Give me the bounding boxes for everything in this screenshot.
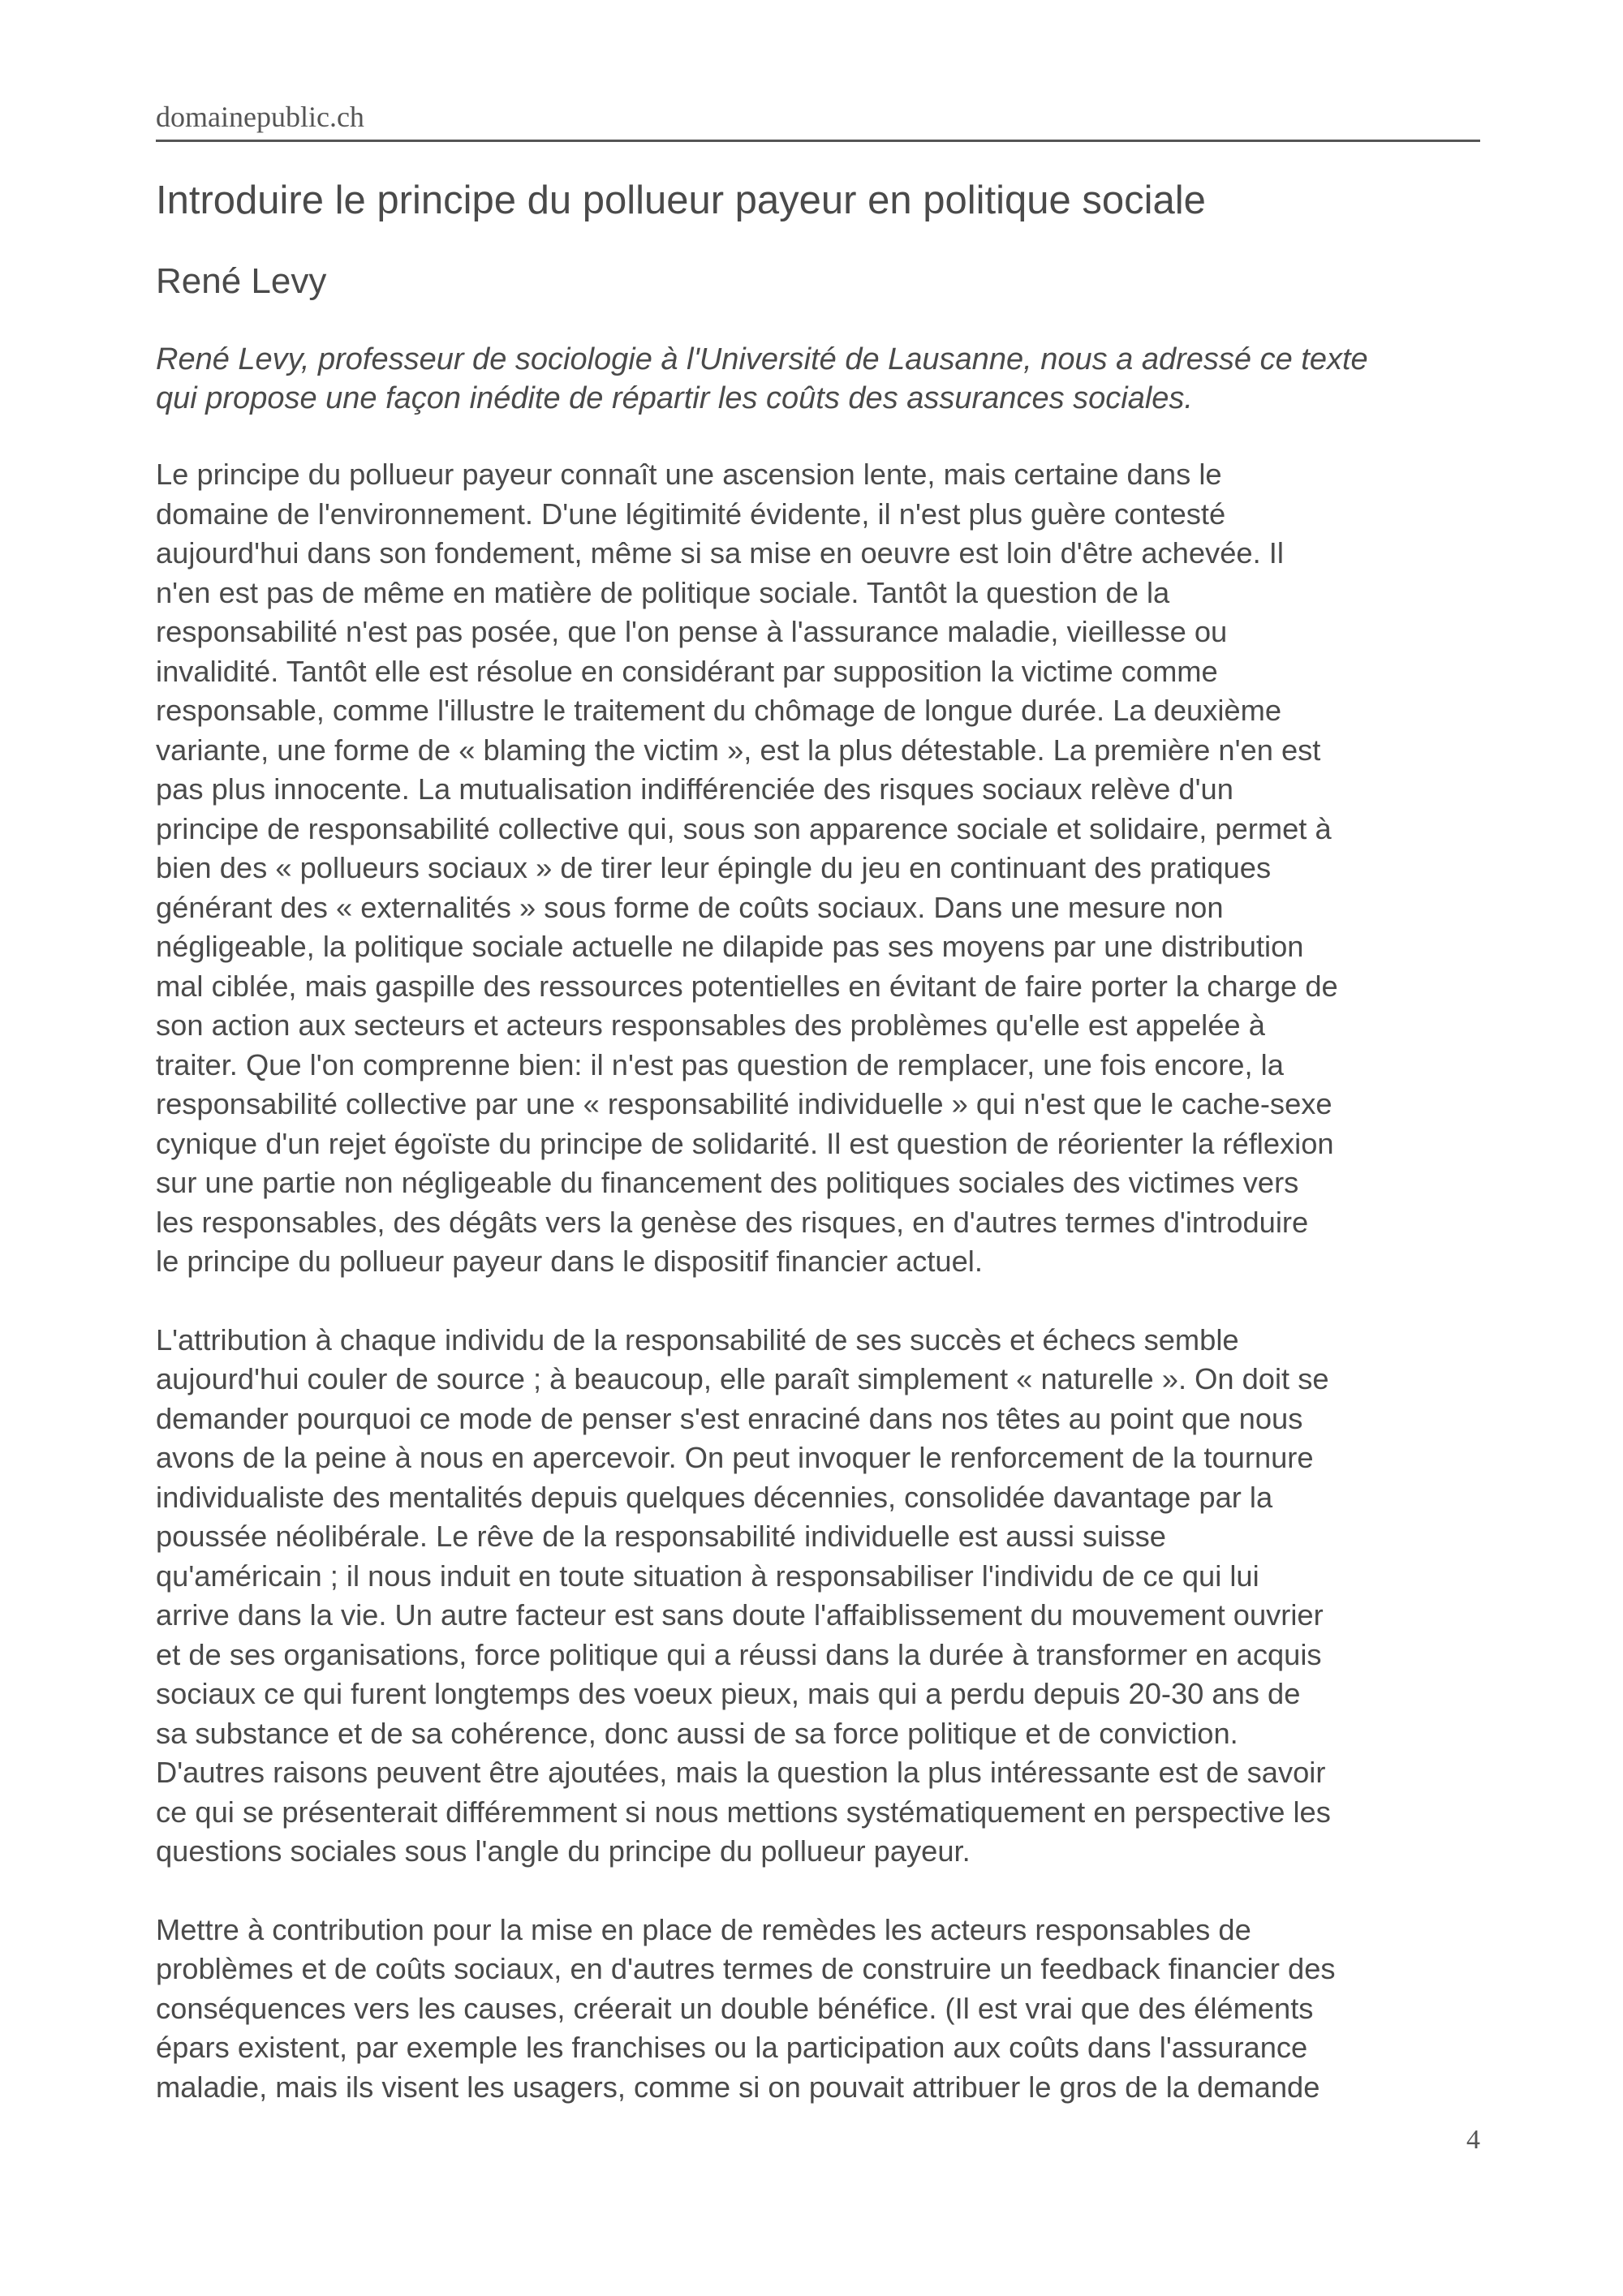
paragraph-line: responsabilité n'est pas posée, que l'on pense à l'assurance maladie, vieillesse ou — [156, 615, 1228, 648]
paragraph-line: principe de responsabilité collective qui, sous son apparence sociale et solidaire, permet à — [156, 811, 1332, 845]
page-number: 4 — [1466, 2125, 1480, 2155]
paragraph-line: traiter. Que l'on comprenne bien: il n'est pas question de remplacer, une fois encore, la — [156, 1047, 1284, 1081]
paragraph-line: aujourd'hui dans son fondement, même si sa mise en oeuvre est loin d'être achevée. Il — [156, 536, 1284, 570]
paragraph-line: conséquences vers les causes, créerait un double bénéfice. (Il est vrai que des éléments — [156, 1991, 1314, 2025]
paragraph-line: aujourd'hui couler de source ; à beaucoup, elle paraît simplement « naturelle ». On doit se — [156, 1362, 1329, 1395]
paragraph-line: Le principe du pollueur payeur connaît une ascension lente, mais certaine dans le — [156, 458, 1222, 491]
article-intro — [156, 340, 1480, 418]
paragraph-line: générant des « externalités » sous forme de coûts sociaux. Dans une mesure non — [156, 890, 1224, 924]
paragraph-line: invalidité. Tantôt elle est résolue en considérant par supposition la victime comme — [156, 654, 1218, 688]
paragraph-line: négligeable, la politique sociale actuelle ne dilapide pas ses moyens par une distribution — [156, 930, 1304, 963]
paragraph-line: problèmes et de coûts sociaux, en d'autres termes de construire un feedback financier des — [156, 1952, 1336, 1985]
body-paragraph — [156, 1911, 1480, 2108]
paragraph-line: cynique d'un rejet égoïste du principe de solidarité. Il est question de réorienter la réflexion — [156, 1126, 1334, 1160]
body-paragraph — [156, 455, 1480, 1282]
paragraph-line: poussée néolibérale. Le rêve de la responsabilité individuelle est aussi suisse — [156, 1520, 1166, 1553]
paragraph-line: son action aux secteurs et acteurs responsables des problèmes qu'elle est appelée à — [156, 1008, 1265, 1042]
article-author: René Levy — [156, 261, 327, 301]
paragraph-line: Mettre à contribution pour la mise en place de remèdes les acteurs responsables de — [156, 1912, 1251, 1946]
paragraph-line: le principe du pollueur payeur dans le dispositif financier actuel. — [156, 1245, 983, 1278]
article-content — [156, 174, 1480, 2146]
paragraph-line: les responsables, des dégâts vers la genèse des risques, en d'autres termes d'introduire — [156, 1205, 1309, 1239]
paragraph-line: variante, une forme de « blaming the victim », est la plus détestable. La première n'en est — [156, 733, 1321, 767]
paragraph-line: questions sociales sous l'angle du principe du pollueur payeur. — [156, 1834, 971, 1868]
paragraph-line: qu'américain ; il nous induit en toute situation à responsabiliser l'individu de ce qui lui — [156, 1559, 1259, 1593]
paragraph-line: maladie, mais ils visent les usagers, comme si on pouvait attribuer le gros de la demande — [156, 2070, 1320, 2104]
body-paragraph — [156, 1321, 1480, 1872]
paragraph-line: D'autres raisons peuvent être ajoutées, mais la question la plus intéressante est de savoir — [156, 1756, 1326, 1789]
paragraph-line: épars existent, par exemple les franchises ou la participation aux coûts dans l'assurance — [156, 2031, 1308, 2064]
site-name: domainepublic.ch — [156, 101, 364, 133]
paragraph-line: L'attribution à chaque individu de la responsabilité de ses succès et échecs semble — [156, 1322, 1239, 1357]
paragraph-line: sa substance et de sa cohérence, donc aussi de sa force politique et de conviction. — [156, 1716, 1238, 1750]
intro-line: qui propose une façon inédite de répartir les coûts des assurances sociales. — [156, 381, 1193, 415]
paragraph-line: mal ciblée, mais gaspille des ressources potentielles en évitant de faire porter la charge de — [156, 969, 1338, 1003]
paragraph-line: sur une partie non négligeable du financement des politiques sociales des victimes vers — [156, 1166, 1299, 1199]
paragraph-line: pas plus innocente. La mutualisation indifférenciée des risques sociaux relève d'un — [156, 772, 1233, 806]
article-title: Introduire le principe du pollueur payeur en politique sociale — [156, 178, 1206, 222]
paragraph-line: et de ses organisations, force politique qui a réussi dans la durée à transformer en acquis — [156, 1637, 1322, 1671]
paragraph-line: arrive dans la vie. Un autre facteur est sans doute l'affaiblissement du mouvement ouvrier — [156, 1598, 1324, 1632]
paragraph-line: domaine de l'environnement. D'une légitimité évidente, il n'est plus guère contesté — [156, 497, 1226, 531]
paragraph-line: demander pourquoi ce mode de penser s'est enraciné dans nos têtes au point que nous — [156, 1401, 1303, 1435]
intro-line: René Levy, professeur de sociologie à l'Université de Lausanne, nous a adressé ce texte — [156, 342, 1368, 376]
paragraph-line: sociaux ce qui furent longtemps des voeux pieux, mais qui a perdu depuis 20-30 ans de — [156, 1677, 1301, 1710]
paragraph-line: individualiste des mentalités depuis quelques décennies, consolidée davantage par la — [156, 1480, 1273, 1514]
paragraph-line: responsabilité collective par une « responsabilité individuelle » qui n'est que le cache-sexe — [156, 1087, 1332, 1120]
paragraph-line: responsable, comme l'illustre le traitement du chômage de longue durée. La deuxième — [156, 694, 1282, 727]
paragraph-line: ce qui se présenterait différemment si nous mettions systématiquement en perspective les — [156, 1795, 1331, 1829]
page-header — [156, 99, 1480, 142]
paragraph-line: n'en est pas de même en matière de politique sociale. Tantôt la question de la — [156, 575, 1170, 609]
article-body — [156, 455, 1480, 2107]
paragraph-line: avons de la peine à nous en apercevoir. On peut invoquer le renforcement de la tournure — [156, 1441, 1314, 1474]
paragraph-line: bien des « pollueurs sociaux » de tirer leur épingle du jeu en continuant des pratiques — [156, 851, 1272, 884]
